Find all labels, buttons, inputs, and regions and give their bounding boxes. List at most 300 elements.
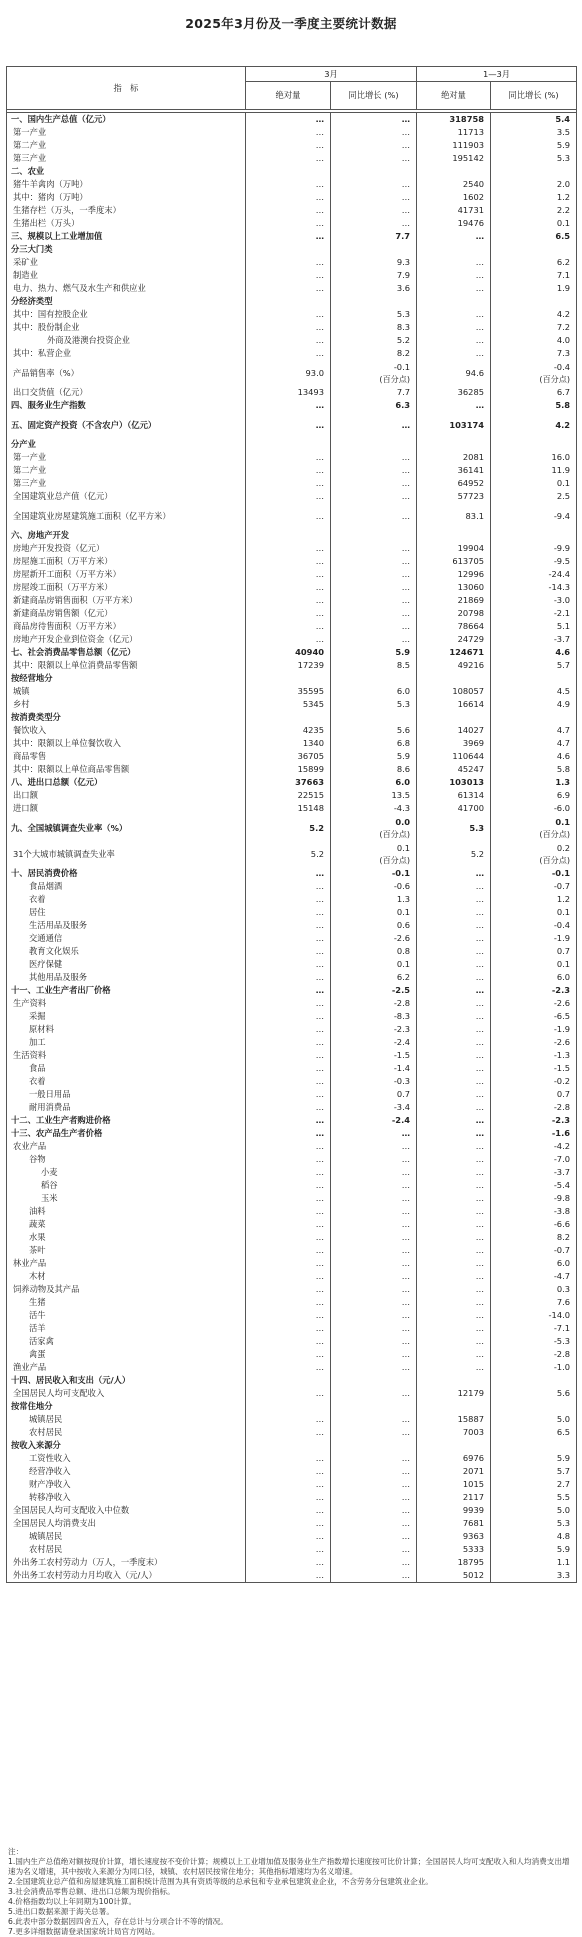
- march-growth-cell: [331, 399, 417, 412]
- march-absolute-cell: [246, 867, 331, 880]
- q1-growth-cell: [491, 1283, 577, 1296]
- q1-absolute-cell: [417, 1088, 491, 1101]
- indicator-name: 一、国内生产总值（亿元）: [7, 113, 246, 127]
- q1-absolute-cell-value: 2071: [462, 1466, 485, 1476]
- table-row: [7, 1036, 577, 1049]
- march-growth-cell: [331, 1114, 417, 1127]
- q1-growth-cell-value: 2.5: [556, 491, 571, 501]
- q1-growth-cell: [491, 1023, 577, 1036]
- q1-absolute-cell: [417, 893, 491, 906]
- march-growth-cell-value: …: [401, 1284, 411, 1294]
- march-growth-cell-value: …: [401, 1258, 411, 1268]
- table-row: [7, 841, 577, 867]
- q1-growth-cell: [491, 893, 577, 906]
- march-growth-cell-value: …: [401, 1414, 411, 1424]
- march-growth-cell-value: …: [401, 1271, 411, 1281]
- q1-growth-cell: [491, 464, 577, 477]
- q1-growth-cell: [491, 1452, 577, 1465]
- march-growth-cell-value: …: [401, 1453, 411, 1463]
- indicator-name: 外商及港澳台投资企业: [7, 334, 246, 347]
- q1-growth-cell-value: -1.6: [551, 1128, 571, 1138]
- q1-growth-cell-value: -1.0: [553, 1362, 571, 1372]
- indicator-name: 生猪存栏（万头，一季度末）: [7, 204, 246, 217]
- table-row: [7, 984, 577, 997]
- footnote-line: 4.价格指数均以上年同期为100计算。: [8, 1897, 137, 1906]
- q1-absolute-cell-value: …: [475, 1258, 485, 1268]
- indicator-name: 分产业: [7, 438, 246, 451]
- march-growth-cell-value: …: [401, 1570, 411, 1580]
- q1-absolute-cell-value: 94.6: [465, 368, 485, 378]
- table-row: [7, 659, 577, 672]
- q1-growth-cell-value: 5.6: [556, 1388, 571, 1398]
- table-row: [7, 1504, 577, 1517]
- march-absolute-cell-value: 1340: [302, 738, 324, 748]
- footnote-line: 7.更多详细数据请登录国家统计局官方网站。: [8, 1927, 160, 1936]
- march-growth-cell-value: 0.1: [396, 843, 411, 853]
- march-absolute-cell: [246, 269, 331, 282]
- q1-growth-cell: [491, 412, 577, 438]
- indicator-name: 衣着: [7, 893, 246, 906]
- indicator-name: 转移净收入: [7, 1491, 246, 1504]
- q1-growth-cell: [491, 1114, 577, 1127]
- march-growth-cell: [331, 360, 417, 386]
- q1-growth-cell-unit: (百分点): [539, 374, 571, 384]
- march-growth-cell: [331, 711, 417, 724]
- table-row: [7, 1010, 577, 1023]
- q1-growth-cell: [491, 230, 577, 243]
- march-absolute-cell: [246, 451, 331, 464]
- table-row: [7, 789, 577, 802]
- march-absolute-cell: [246, 659, 331, 672]
- march-growth-cell: [331, 1244, 417, 1257]
- march-growth-cell-value: …: [401, 1193, 411, 1203]
- q1-absolute-cell: [417, 230, 491, 243]
- q1-absolute-cell-value: 108057: [452, 686, 485, 696]
- indicator-name: 全国居民人均消费支出: [7, 1517, 246, 1530]
- indicator-name: 第二产业: [7, 139, 246, 152]
- q1-growth-cell-value: -24.4: [548, 569, 571, 579]
- q1-absolute-cell: [417, 1036, 491, 1049]
- q1-growth-cell-value: 11.9: [551, 465, 571, 475]
- q1-absolute-cell: [417, 438, 491, 451]
- march-absolute-cell: [246, 282, 331, 295]
- indicator-name: 农村居民: [7, 1426, 246, 1439]
- table-row: [7, 152, 577, 165]
- march-absolute-cell-value: 15148: [297, 803, 324, 813]
- table-row: [7, 490, 577, 503]
- q1-growth-cell-value: 4.2: [555, 420, 571, 430]
- q1-absolute-cell-value: …: [475, 309, 485, 319]
- table-row: [7, 919, 577, 932]
- march-absolute-cell-value: …: [315, 114, 324, 124]
- march-growth-cell: [331, 1088, 417, 1101]
- march-growth-cell-value: …: [401, 634, 411, 644]
- q1-absolute-cell-value: 41700: [457, 803, 485, 813]
- q1-absolute-cell-value: 12996: [457, 569, 485, 579]
- q1-growth-cell-value: 0.3: [556, 1284, 571, 1294]
- q1-growth-cell-value: -3.7: [553, 634, 571, 644]
- march-growth-cell-value: …: [401, 465, 411, 475]
- q1-growth-cell: [491, 607, 577, 620]
- q1-growth-cell: [491, 243, 577, 256]
- q1-growth-cell: [491, 750, 577, 763]
- march-absolute-cell-value: …: [315, 511, 324, 521]
- march-absolute-cell: [246, 1465, 331, 1478]
- q1-growth-cell-value: 7.6: [556, 1297, 571, 1307]
- march-growth-cell-value: …: [401, 140, 411, 150]
- q1-growth-cell-value: 5.1: [556, 621, 571, 631]
- march-absolute-cell: [246, 1296, 331, 1309]
- indicator-name: 第三产业: [7, 477, 246, 490]
- q1-growth-cell: [491, 386, 577, 399]
- table-row: [7, 594, 577, 607]
- q1-absolute-cell: [417, 1010, 491, 1023]
- q1-growth-cell-value: -1.9: [553, 933, 571, 943]
- q1-absolute-cell: [417, 1192, 491, 1205]
- q1-absolute-cell: [417, 919, 491, 932]
- march-absolute-cell-value: …: [315, 1193, 324, 1203]
- march-growth-cell: [331, 269, 417, 282]
- table-row: [7, 633, 577, 646]
- march-absolute-cell: [246, 633, 331, 646]
- table-row: [7, 1114, 577, 1127]
- march-absolute-cell: [246, 1556, 331, 1569]
- table-row: [7, 256, 577, 269]
- march-absolute-cell: [246, 1283, 331, 1296]
- march-absolute-cell-value: …: [315, 907, 324, 917]
- march-growth-cell-value: …: [401, 556, 411, 566]
- q1-absolute-cell-value: …: [475, 231, 485, 241]
- q1-growth-cell-value: -2.8: [553, 1102, 571, 1112]
- q1-absolute-cell: [417, 1478, 491, 1491]
- march-absolute-cell-value: 93.0: [305, 368, 324, 378]
- q1-absolute-cell: [417, 815, 491, 841]
- march-absolute-cell-value: …: [315, 543, 324, 553]
- march-growth-cell: [331, 971, 417, 984]
- q1-growth-cell: [491, 1374, 577, 1387]
- march-absolute-cell-value: …: [315, 1362, 324, 1372]
- indicator-name: 四、服务业生产指数: [7, 399, 246, 412]
- indicator-name: 生活资料: [7, 1049, 246, 1062]
- q1-growth-cell: [491, 1348, 577, 1361]
- table-row: [7, 1231, 577, 1244]
- q1-growth-cell: [491, 1478, 577, 1491]
- march-growth-cell: [331, 958, 417, 971]
- indicator-name: 其中：猪肉（万吨）: [7, 191, 246, 204]
- table-row: [7, 282, 577, 295]
- march-absolute-cell: [246, 672, 331, 685]
- march-growth-cell: [331, 997, 417, 1010]
- march-growth-cell: [331, 438, 417, 451]
- march-growth-cell: [331, 256, 417, 269]
- table-row: [7, 126, 577, 139]
- q1-growth-cell: [491, 360, 577, 386]
- march-growth-cell: [331, 789, 417, 802]
- q1-absolute-cell: [417, 334, 491, 347]
- march-absolute-cell-value: …: [315, 582, 324, 592]
- march-absolute-cell-value: …: [315, 1349, 324, 1359]
- table-row: [7, 477, 577, 490]
- q1-growth-cell-value: 0.2: [556, 843, 571, 853]
- march-growth-cell: [331, 906, 417, 919]
- march-absolute-cell-value: …: [315, 1388, 324, 1398]
- q1-absolute-cell: [417, 1400, 491, 1413]
- q1-growth-cell: [491, 1426, 577, 1439]
- indicator-name: 耐用消费品: [7, 1101, 246, 1114]
- indicator-name: 外出务工农村劳动力（万人，一季度末）: [7, 1556, 246, 1569]
- march-absolute-cell-value: 5.2: [309, 823, 324, 833]
- q1-growth-cell-value: -3.0: [553, 595, 571, 605]
- indicator-name: 十三、农产品生产者价格: [7, 1127, 246, 1140]
- q1-growth-cell: [491, 269, 577, 282]
- q1-absolute-cell: [417, 867, 491, 880]
- q1-growth-cell-value: -4.7: [553, 1271, 571, 1281]
- q1-absolute-cell: [417, 490, 491, 503]
- q1-absolute-cell: [417, 685, 491, 698]
- q1-growth-cell: [491, 1101, 577, 1114]
- march-growth-cell: [331, 1335, 417, 1348]
- indicator-name: 进口额: [7, 802, 246, 815]
- march-growth-cell-value: …: [401, 1141, 411, 1151]
- table-row: [7, 1140, 577, 1153]
- q1-absolute-cell: [417, 945, 491, 958]
- table-row: [7, 1348, 577, 1361]
- table-row: [7, 1296, 577, 1309]
- march-growth-cell-value: …: [401, 1245, 411, 1255]
- march-growth-cell-value: -2.4: [393, 1037, 411, 1047]
- q1-growth-cell-value: -2.1: [553, 608, 571, 618]
- q1-absolute-cell: [417, 529, 491, 542]
- q1-absolute-cell-value: 318758: [449, 114, 485, 124]
- march-growth-cell: [331, 1361, 417, 1374]
- table-row: [7, 1283, 577, 1296]
- march-absolute-cell-value: …: [315, 1531, 324, 1541]
- q1-growth-cell: [491, 789, 577, 802]
- march-absolute-cell: [246, 646, 331, 659]
- march-absolute-cell: [246, 386, 331, 399]
- march-absolute-cell-value: …: [315, 452, 324, 462]
- q1-absolute-cell-value: 5.3: [469, 823, 485, 833]
- table-row: [7, 880, 577, 893]
- march-absolute-cell: [246, 1543, 331, 1556]
- march-growth-cell-value: 6.3: [395, 400, 411, 410]
- q1-growth-cell: [491, 1062, 577, 1075]
- table-row: [7, 360, 577, 386]
- q1-absolute-cell-value: 57723: [457, 491, 485, 501]
- march-absolute-cell: [246, 1062, 331, 1075]
- march-absolute-cell-value: …: [315, 179, 324, 189]
- q1-absolute-cell: [417, 698, 491, 711]
- march-growth-cell-value: …: [401, 491, 411, 501]
- q1-absolute-cell: [417, 1374, 491, 1387]
- march-absolute-cell-value: …: [315, 218, 324, 228]
- march-absolute-cell: [246, 607, 331, 620]
- march-absolute-cell: [246, 1478, 331, 1491]
- q1-growth-cell: [491, 1400, 577, 1413]
- indicator-name: 按常住地分: [7, 1400, 246, 1413]
- march-absolute-cell: [246, 880, 331, 893]
- march-growth-cell-value: 7.7: [396, 387, 411, 397]
- table-row: [7, 1049, 577, 1062]
- march-growth-cell: [331, 1218, 417, 1231]
- q1-absolute-cell-value: …: [475, 1336, 485, 1346]
- q1-absolute-cell: [417, 282, 491, 295]
- march-growth-cell: [331, 568, 417, 581]
- march-absolute-cell-value: …: [315, 1219, 324, 1229]
- table-row: [7, 555, 577, 568]
- table-row: [7, 308, 577, 321]
- q1-header: 1—3月: [417, 67, 577, 82]
- indicator-name: 其他用品及服务: [7, 971, 246, 984]
- march-growth-cell: [331, 1543, 417, 1556]
- march-absolute-cell: [246, 1374, 331, 1387]
- table-row: [7, 1101, 577, 1114]
- march-absolute-cell: [246, 1400, 331, 1413]
- march-absolute-cell: [246, 815, 331, 841]
- march-growth-cell: [331, 490, 417, 503]
- march-absolute-cell: [246, 1244, 331, 1257]
- q1-growth-cell: [491, 477, 577, 490]
- q1-growth-cell-value: -0.7: [553, 1245, 571, 1255]
- march-growth-cell: [331, 1283, 417, 1296]
- q1-growth-cell-value: 6.0: [556, 972, 571, 982]
- march-growth-cell-unit: (百分点): [379, 374, 411, 384]
- march-growth-cell-value: 5.9: [395, 647, 411, 657]
- march-absolute-cell: [246, 477, 331, 490]
- march-growth-cell-value: 1.3: [396, 894, 411, 904]
- indicator-name: 食品: [7, 1062, 246, 1075]
- q1-growth-cell-value: 5.8: [555, 400, 571, 410]
- q1-absolute-cell: [417, 555, 491, 568]
- q1-growth-cell-value: 6.5: [556, 1427, 571, 1437]
- indicator-name: 油料: [7, 1205, 246, 1218]
- indicator-name: 十四、居民收入和支出（元/人）: [7, 1374, 246, 1387]
- march-growth-cell: [331, 1062, 417, 1075]
- march-absolute-cell-value: …: [315, 894, 324, 904]
- march-growth-cell: [331, 724, 417, 737]
- q1-growth-cell: [491, 321, 577, 334]
- indicator-name: 木材: [7, 1270, 246, 1283]
- march-absolute-cell-value: …: [315, 1492, 324, 1502]
- march-absolute-cell: [246, 152, 331, 165]
- march-absolute-cell-value: …: [315, 946, 324, 956]
- table-row: [7, 451, 577, 464]
- indicator-name: 其中：股份制企业: [7, 321, 246, 334]
- q1-growth-cell: [491, 737, 577, 750]
- q1-growth-cell: [491, 1049, 577, 1062]
- table-row: [7, 750, 577, 763]
- march-absolute-cell: [246, 1166, 331, 1179]
- march-absolute-cell: [246, 945, 331, 958]
- march-growth-cell: [331, 321, 417, 334]
- q1-growth-cell-value: 5.4: [555, 114, 571, 124]
- march-absolute-cell: [246, 334, 331, 347]
- march-absolute-cell-value: …: [315, 322, 324, 332]
- march-absolute-cell-value: …: [315, 1466, 324, 1476]
- table-row: [7, 1530, 577, 1543]
- q1-growth-cell: [491, 1296, 577, 1309]
- march-growth-cell-value: 5.6: [396, 725, 411, 735]
- q1-growth-cell: [491, 1530, 577, 1543]
- march-growth-cell-value: -1.4: [393, 1063, 411, 1073]
- q1-growth-cell-value: -9.4: [553, 511, 571, 521]
- march-growth-cell-value: …: [401, 1362, 411, 1372]
- march-absolute-cell: [246, 529, 331, 542]
- march-growth-cell: [331, 295, 417, 308]
- march-absolute-cell-value: …: [315, 1102, 324, 1112]
- q1-growth-cell-value: 8.2: [556, 1232, 571, 1242]
- march-growth-cell-value: 0.0: [395, 817, 411, 827]
- march-absolute-cell: [246, 997, 331, 1010]
- march-growth-cell-value: …: [401, 1479, 411, 1489]
- march-absolute-cell: [246, 932, 331, 945]
- march-growth-cell-value: -0.6: [393, 881, 411, 891]
- q1-growth-cell: [491, 1517, 577, 1530]
- q1-growth-cell-value: 7.3: [556, 348, 571, 358]
- march-growth-cell: [331, 763, 417, 776]
- q1-absolute-cell-value: 124671: [449, 647, 485, 657]
- march-growth-cell: [331, 1504, 417, 1517]
- q1-absolute-cell: [417, 165, 491, 178]
- q1-absolute-cell: [417, 1140, 491, 1153]
- q1-absolute-cell: [417, 958, 491, 971]
- indicator-name: 全国居民人均可支配收入中位数: [7, 1504, 246, 1517]
- q1-absolute-cell: [417, 1075, 491, 1088]
- march-absolute-cell: [246, 1504, 331, 1517]
- q1-absolute-cell: [417, 542, 491, 555]
- q1-absolute-cell-value: …: [475, 1102, 485, 1112]
- march-growth-cell: [331, 139, 417, 152]
- q1-absolute-cell: [417, 971, 491, 984]
- march-growth-cell: [331, 217, 417, 230]
- indicator-name: 第三产业: [7, 152, 246, 165]
- march-absolute-cell-value: …: [315, 1167, 324, 1177]
- q1-absolute-cell-value: 5333: [462, 1544, 485, 1554]
- table-row: [7, 815, 577, 841]
- table-row: [7, 1062, 577, 1075]
- q1-absolute-cell: [417, 256, 491, 269]
- q1-growth-cell-value: 1.1: [556, 1557, 571, 1567]
- q1-growth-cell: [491, 568, 577, 581]
- march-growth-cell: [331, 633, 417, 646]
- q1-growth-cell: [491, 295, 577, 308]
- march-growth-cell-value: 6.2: [396, 972, 411, 982]
- q1-absolute-cell: [417, 672, 491, 685]
- indicator-name: 商品零售: [7, 750, 246, 763]
- q1-absolute-cell-value: 49216: [457, 660, 485, 670]
- march-growth-cell-value: …: [401, 1531, 411, 1541]
- march-absolute-cell-value: …: [315, 595, 324, 605]
- march-growth-cell-value: …: [401, 420, 411, 430]
- march-absolute-cell-value: …: [315, 608, 324, 618]
- q1-growth-cell-value: -6.5: [553, 1011, 571, 1021]
- march-absolute-cell-value: …: [315, 491, 324, 501]
- q1-absolute-cell: [417, 776, 491, 789]
- table-row: [7, 178, 577, 191]
- march-growth-cell: [331, 620, 417, 633]
- march-growth-cell: [331, 1166, 417, 1179]
- march-absolute-cell-value: …: [315, 1206, 324, 1216]
- march-growth-cell: [331, 750, 417, 763]
- indicator-name: 其中：限额以上单位消费品零售额: [7, 659, 246, 672]
- q1-absolute-cell-value: 1015: [462, 1479, 485, 1489]
- march-growth-cell-value: …: [401, 1310, 411, 1320]
- q1-absolute-cell: [417, 386, 491, 399]
- q1-absolute-cell: [417, 152, 491, 165]
- march-absolute-cell-value: 36705: [297, 751, 324, 761]
- march-absolute-cell: [246, 1569, 331, 1583]
- indicator-name: 全国建筑业房屋建筑施工面积（亿平方米）: [7, 503, 246, 529]
